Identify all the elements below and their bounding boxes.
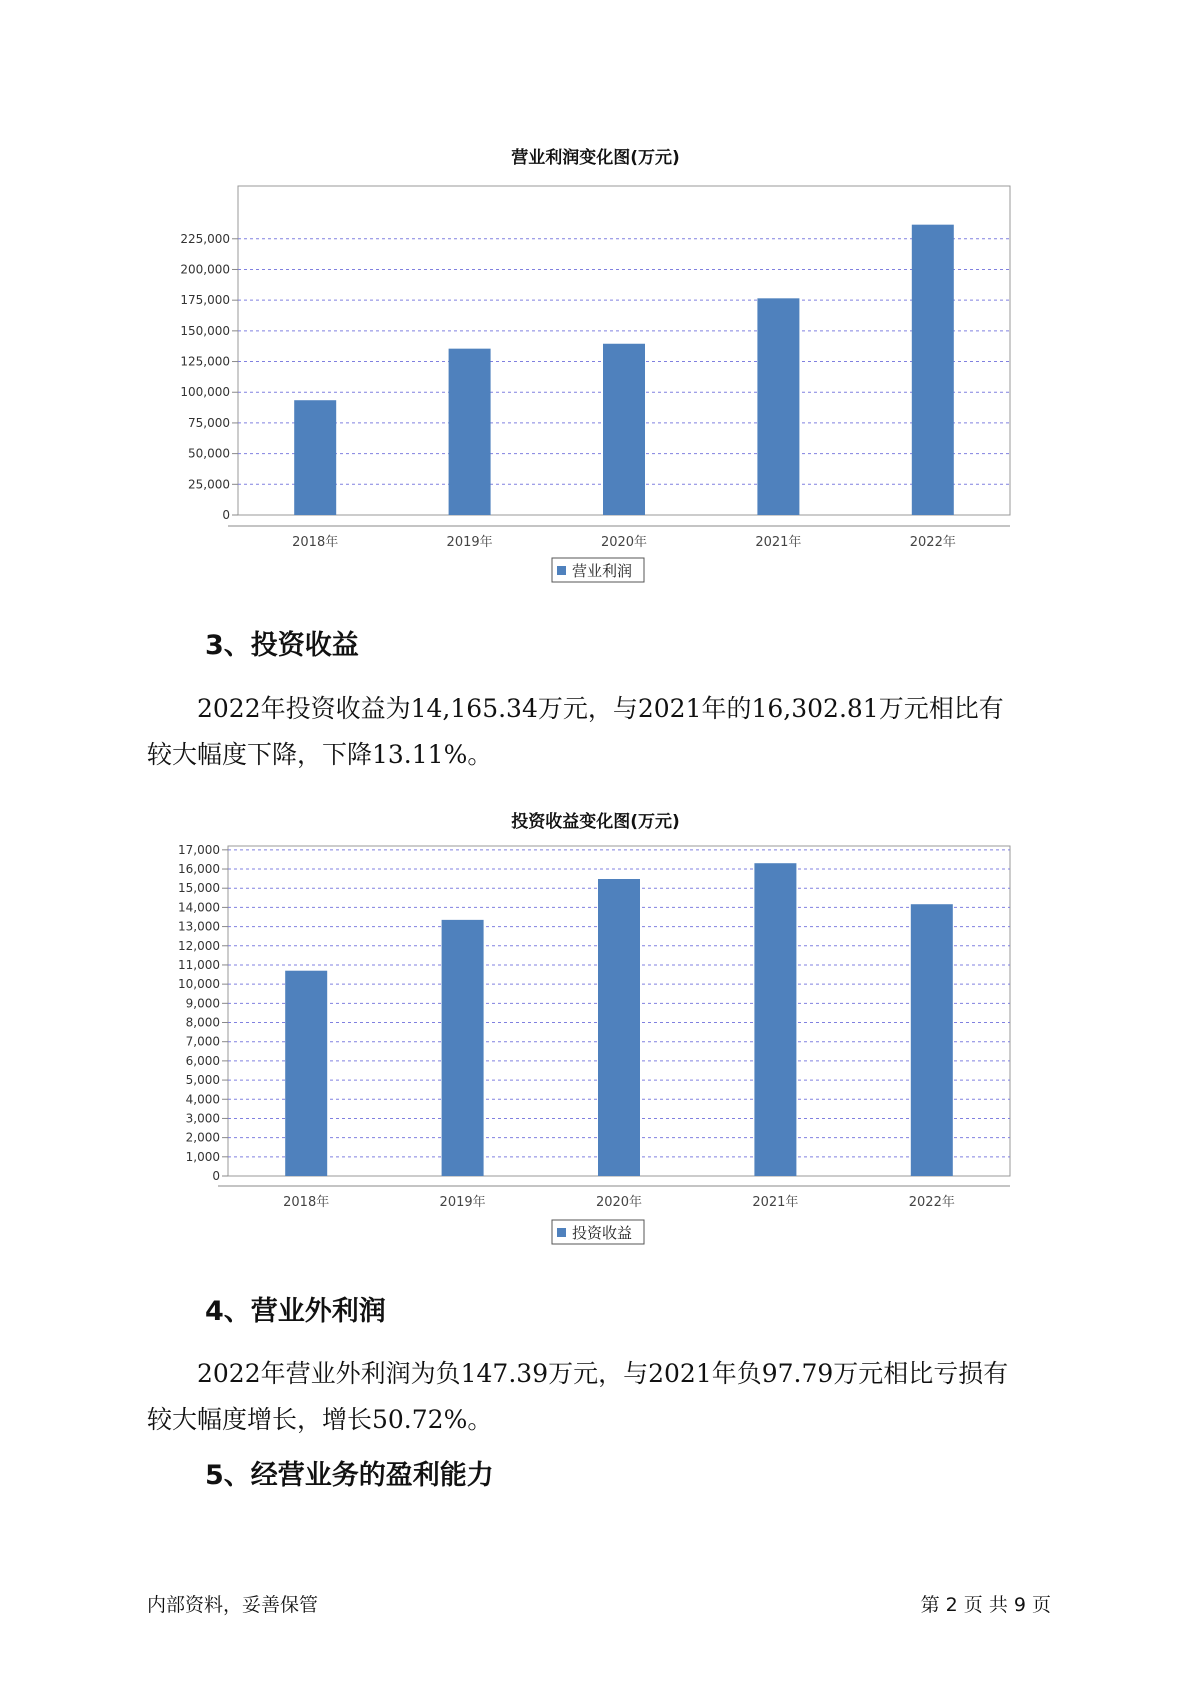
x-tick-label: 2018年 bbox=[283, 1195, 330, 1210]
x-tick-label: 2019年 bbox=[446, 535, 493, 550]
paragraph-non-operating-line1: 2022年营业外利润为负147.39万元，与2021年负97.79万元相比亏损有 bbox=[197, 1359, 1009, 1388]
legend-label: 投资收益 bbox=[572, 1224, 633, 1242]
y-tick-label: 25,000 bbox=[188, 477, 230, 492]
y-tick-label: 1,000 bbox=[185, 1149, 220, 1164]
chart-title-investment-income: 投资收益变化图(万元) bbox=[511, 812, 680, 832]
y-tick-label: 50,000 bbox=[188, 446, 230, 461]
y-tick-label: 11,000 bbox=[178, 957, 220, 972]
y-tick-label: 13,000 bbox=[178, 919, 220, 934]
x-tick-label: 2018年 bbox=[292, 535, 339, 550]
y-tick-label: 3,000 bbox=[185, 1111, 220, 1126]
y-tick-label: 100,000 bbox=[180, 385, 230, 400]
x-tick-label: 2020年 bbox=[595, 1195, 643, 1210]
y-tick-label: 0 bbox=[212, 1169, 220, 1183]
paragraph-investment-line1: 2022年投资收益为14,165.34万元，与2021年的16,302.81万元相比有 bbox=[197, 694, 1004, 723]
paragraph-non-operating-line2: 较大幅度增长，增长50.72%。 bbox=[147, 1405, 493, 1434]
y-tick-label: 16,000 bbox=[178, 862, 220, 877]
paragraph-non-operating bbox=[147, 1351, 1047, 1443]
y-tick-label: 125,000 bbox=[180, 354, 230, 369]
section-heading-profitability: 5、经营业务的盈利能力 bbox=[205, 1460, 494, 1491]
bar bbox=[285, 971, 327, 1176]
y-tick-label: 7,000 bbox=[185, 1034, 220, 1049]
y-tick-label: 4,000 bbox=[185, 1092, 220, 1107]
chart-title-operating-profit: 营业利润变化图(万元) bbox=[511, 148, 680, 168]
y-tick-label: 225,000 bbox=[180, 231, 230, 246]
x-tick-label: 2021年 bbox=[752, 1195, 799, 1210]
y-tick-label: 9,000 bbox=[185, 996, 220, 1011]
legend-swatch bbox=[557, 1228, 566, 1237]
bar bbox=[442, 920, 484, 1176]
y-tick-label: 0 bbox=[222, 508, 230, 522]
bar bbox=[911, 904, 953, 1176]
x-tick-label: 2019年 bbox=[439, 1195, 486, 1210]
y-tick-label: 15,000 bbox=[178, 881, 220, 896]
section-heading-investment: 3、投资收益 bbox=[205, 630, 359, 661]
y-tick-label: 17,000 bbox=[178, 842, 220, 857]
y-tick-label: 5,000 bbox=[185, 1073, 220, 1088]
footer-confidential-note: 内部资料，妥善保管 bbox=[147, 1594, 319, 1616]
y-tick-label: 175,000 bbox=[180, 293, 230, 308]
x-tick-label: 2022年 bbox=[909, 535, 956, 550]
y-tick-label: 75,000 bbox=[188, 415, 230, 430]
x-tick-label: 2021年 bbox=[755, 535, 802, 550]
y-tick-label: 6,000 bbox=[185, 1053, 220, 1068]
paragraph-investment-line2: 较大幅度下降，下降13.11%。 bbox=[147, 740, 493, 769]
bar bbox=[598, 879, 640, 1176]
y-tick-label: 14,000 bbox=[178, 900, 220, 915]
y-tick-label: 2,000 bbox=[185, 1130, 220, 1145]
y-tick-label: 150,000 bbox=[180, 323, 230, 338]
y-tick-label: 12,000 bbox=[178, 938, 220, 953]
x-tick-label: 2022年 bbox=[908, 1195, 955, 1210]
x-tick-label: 2020年 bbox=[600, 535, 648, 550]
y-tick-label: 8,000 bbox=[185, 1015, 220, 1030]
y-tick-label: 200,000 bbox=[180, 262, 230, 277]
bar bbox=[754, 863, 796, 1176]
footer-page-number: 第 2 页 共 9 页 bbox=[920, 1594, 1051, 1616]
y-tick-label: 10,000 bbox=[178, 977, 220, 992]
section-heading-non-operating: 4、营业外利润 bbox=[205, 1296, 386, 1327]
legend-label: 营业利润 bbox=[572, 562, 633, 580]
